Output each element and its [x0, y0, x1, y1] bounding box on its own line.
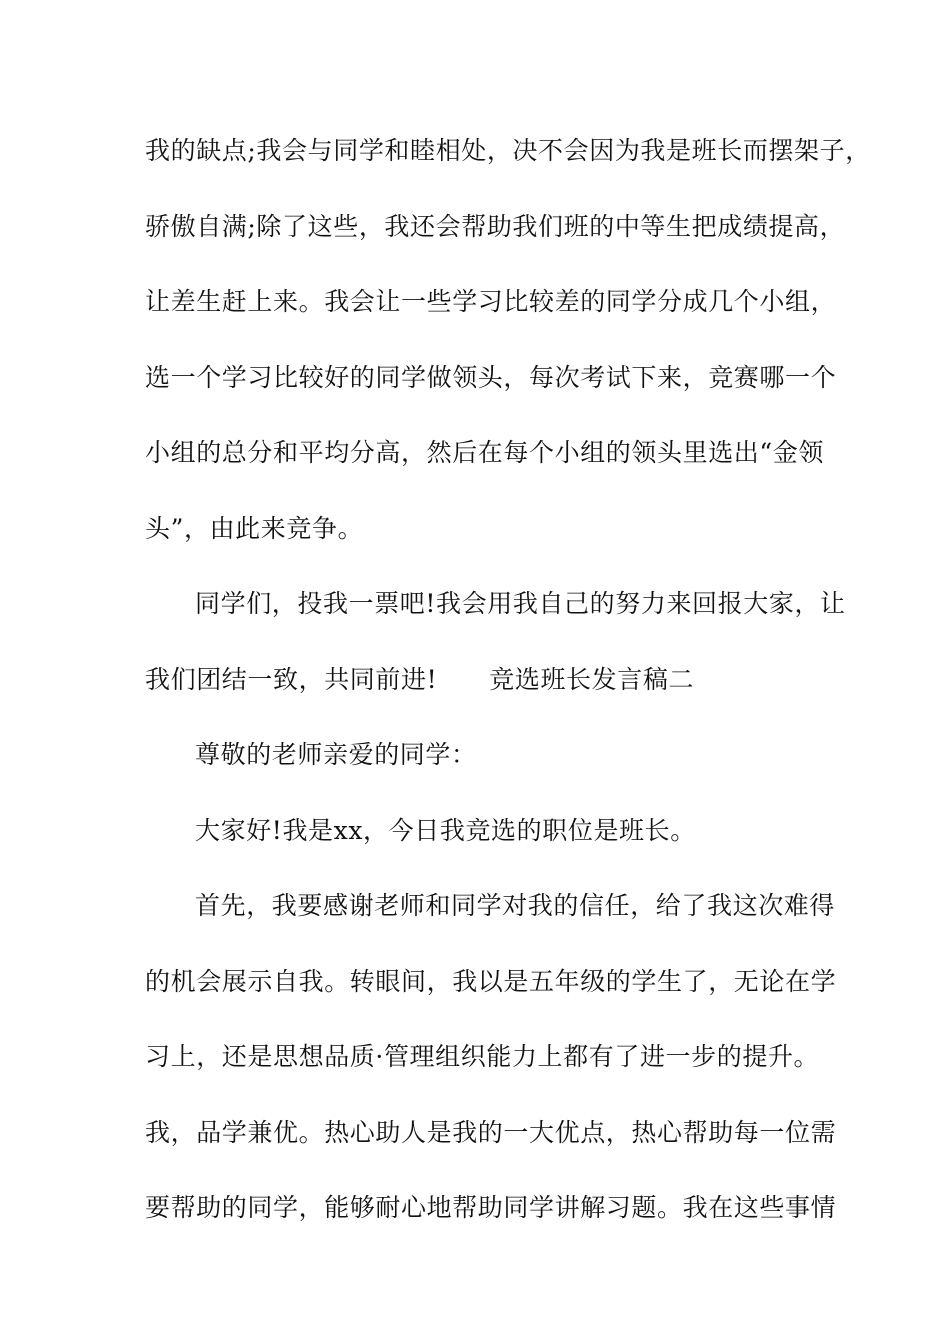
text-line: 要帮助的同学，能够耐心地帮助同学讲解习题。我在这些事情 — [145, 1193, 837, 1222]
section-heading: 竞选班长发言稿二 — [489, 664, 695, 694]
text-line: 同学们，投我一票吧!我会用我自己的努力来回报大家，让 — [195, 589, 846, 618]
text-line: 选一个学习比较好的同学做领头，每次考试下来，竞赛哪一个 — [145, 362, 837, 392]
text-line: 我的缺点;我会与同学和睦相处，决不会因为我是班长而摆架子， — [145, 136, 871, 165]
text-line: 习上，还是思想品质·管理组织能力上都有了进一步的提升。 — [145, 1042, 820, 1071]
text-line: 小组的总分和平均分高，然后在每个小组的领头里选出“金领 — [145, 438, 824, 467]
text-line-with-heading — [145, 655, 835, 731]
text-line: 我，品学兼优。热心助人是我的一大优点，热心帮助每一位需 — [145, 1117, 837, 1147]
salutation: 尊敬的老师亲爱的同学： — [195, 740, 477, 769]
text-line: 的机会展示自我。转眼间，我以是五年级的学生了，无论在学 — [145, 966, 837, 996]
text-line: 大家好!我是xx，今日我竞选的职位是班长。 — [195, 815, 696, 845]
text-line: 让差生赶上来。我会让一些学习比较差的同学分成几个小组， — [145, 287, 837, 316]
text-line: 骄傲自满;除了这些，我还会帮助我们班的中等生把成绩提高， — [145, 211, 846, 241]
document-body — [145, 126, 871, 1259]
text-line: 首先，我要感谢老师和同学对我的信任，给了我这次难得 — [195, 891, 836, 920]
text-segment: 我们团结一致，共同前进! — [145, 664, 438, 694]
text-line: 头”，由此来竞争。 — [145, 513, 364, 543]
